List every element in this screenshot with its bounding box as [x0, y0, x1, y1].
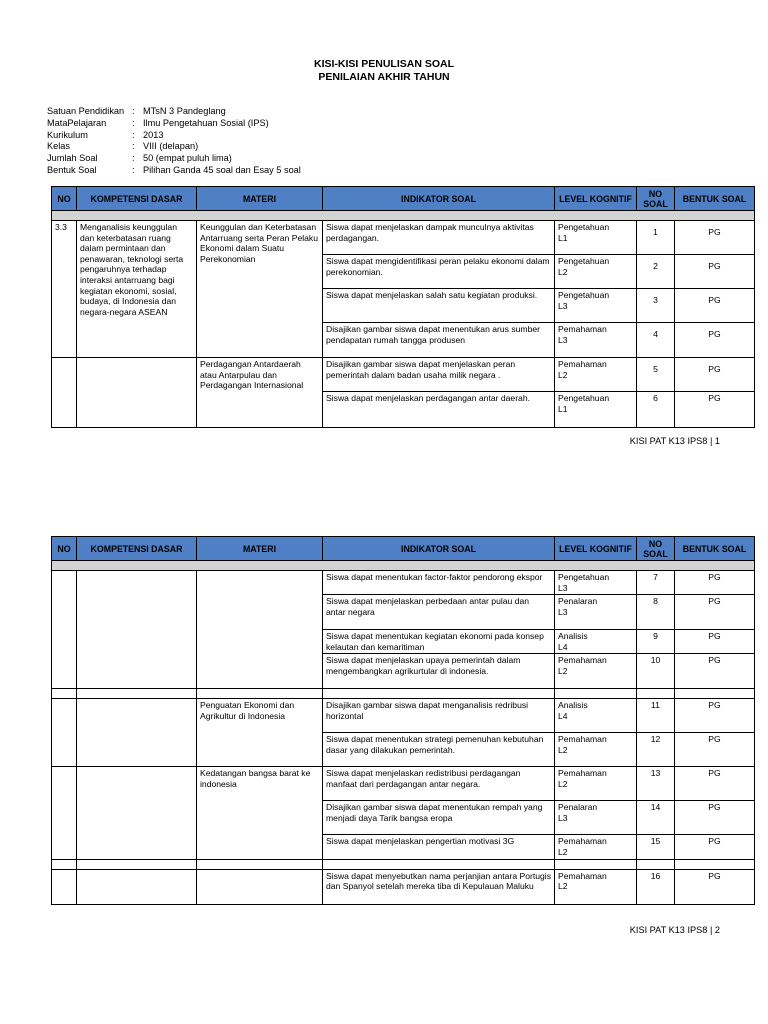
meta-label: Jumlah Soal	[47, 153, 98, 164]
meta-row	[47, 153, 301, 165]
meta-separator: :	[132, 153, 135, 164]
bentuk-soal-cell: PG	[675, 699, 755, 733]
header-no: NO	[52, 537, 77, 561]
header-level-kognitif: LEVEL KOGNITIF	[555, 187, 637, 211]
table-row	[52, 699, 755, 733]
no-soal-cell: 4	[637, 323, 675, 358]
meta-row	[47, 118, 301, 130]
table-header-row	[52, 187, 755, 211]
no-soal-cell: 6	[637, 392, 675, 428]
level-cell: Pemahaman L2	[555, 358, 637, 392]
header-materi: MATERI	[197, 187, 323, 211]
level-cell: Analisis L4	[555, 630, 637, 654]
no-soal-cell: 5	[637, 358, 675, 392]
no-soal-cell: 14	[637, 801, 675, 835]
table-row	[52, 767, 755, 801]
level-cell: Pengetahuan L3	[555, 571, 637, 595]
no-soal-cell: 16	[637, 869, 675, 904]
no-soal-cell: 7	[637, 571, 675, 595]
header-level-kognitif: LEVEL KOGNITIF	[555, 537, 637, 561]
meta-separator: :	[132, 117, 135, 128]
meta-value: 50 (empat puluh lima)	[143, 153, 232, 164]
level-cell: Pemahaman L2	[555, 654, 637, 689]
level-cell: Penalaran L3	[555, 801, 637, 835]
indikator-cell: Siswa dapat menjelaskan pengertian motivasi 3G	[323, 835, 555, 859]
header-indikator-soal: INDIKATOR SOAL	[323, 537, 555, 561]
meta-label: Kurikulum	[47, 129, 88, 140]
document-subtitle: PENILAIAN AKHIR TAHUN	[318, 71, 450, 83]
meta-separator: :	[132, 129, 135, 140]
page-footer-1: KISI PAT K13 IPS8 | 1	[629, 436, 720, 446]
indikator-cell: Siswa dapat menjelaskan upaya pemerintah dalam mengembangkan agrikurtular di indonesia.	[323, 654, 555, 689]
bentuk-soal-cell: PG	[675, 571, 755, 595]
bentuk-soal-cell: PG	[675, 595, 755, 630]
meta-value: Ilmu Pengetahuan Sosial (IPS)	[143, 117, 269, 128]
meta-value: Pilihan Ganda 45 soal dan Esay 5 soal	[143, 164, 301, 175]
header-materi: MATERI	[197, 537, 323, 561]
meta-label: Bentuk Soal	[47, 164, 97, 175]
kisi-table-page-1	[51, 186, 755, 428]
materi-cell: Perdagangan Antardaerah atau Antarpulau dan Perdagangan Internasional	[197, 358, 323, 428]
table-row	[52, 221, 755, 255]
header-bentuk-soal: BENTUK SOAL	[675, 187, 755, 211]
header-no-soal: NO SOAL	[637, 537, 675, 561]
meta-row	[47, 106, 301, 118]
indikator-cell: Siswa dapat menjelaskan perdagangan antar daerah.	[323, 392, 555, 428]
kd-number: 3.3	[52, 221, 77, 358]
level-cell: Analisis L4	[555, 699, 637, 733]
level-cell: Pemahaman L2	[555, 733, 637, 767]
bentuk-soal-cell: PG	[675, 733, 755, 767]
meta-row	[47, 141, 301, 153]
bentuk-soal-cell: PG	[675, 221, 755, 255]
shaded-band-row	[52, 561, 755, 571]
spacer-row	[52, 689, 755, 699]
indikator-cell: Siswa dapat menentukan factor-faktor pendorong ekspor	[323, 571, 555, 595]
no-soal-cell: 12	[637, 733, 675, 767]
no-soal-cell: 15	[637, 835, 675, 859]
meta-label: Kelas	[47, 141, 70, 152]
no-soal-cell: 13	[637, 767, 675, 801]
bentuk-soal-cell: PG	[675, 801, 755, 835]
meta-separator: :	[132, 106, 135, 116]
meta-row	[47, 165, 301, 177]
level-cell: Pengetahuan L2	[555, 255, 637, 289]
indikator-cell: Siswa dapat menjelaskan perbedaan antar pulau dan antar negara	[323, 595, 555, 630]
materi-cell: Keunggulan dan Keterbatasan Antarruang serta Peran Pelaku Ekonomi dalam Suatu Perekonomian	[197, 221, 323, 358]
header-kompetensi-dasar: KOMPETENSI DASAR	[77, 537, 197, 561]
level-cell: Penalaran L3	[555, 595, 637, 630]
bentuk-soal-cell: PG	[675, 323, 755, 358]
header-kompetensi-dasar: KOMPETENSI DASAR	[77, 187, 197, 211]
level-cell: Pemahaman L2	[555, 835, 637, 859]
level-cell: Pengetahuan L1	[555, 221, 637, 255]
indikator-cell: Siswa dapat menentukan kegiatan ekonomi pada konsep kelautan dan kemaritiman	[323, 630, 555, 654]
no-soal-cell: 8	[637, 595, 675, 630]
kd-text: Menganalisis keunggulan dan keterbatasan ruang dalam permintaan dan penawaran, teknologi serta pengaruhnya terhadap interaksi antarruang bagi kegiatan ekonomi, sosial, budaya, di Indonesia dan negara-negara ASEAN	[77, 221, 197, 358]
meta-value: VIII (delapan)	[143, 141, 199, 152]
no-soal-cell: 1	[637, 221, 675, 255]
indikator-cell: Siswa dapat menentukan strategi pemenuhan kebutuhan dasar yang dilakukan pemerintah.	[323, 733, 555, 767]
kisi-table-page-2	[51, 536, 755, 905]
bentuk-soal-cell: PG	[675, 255, 755, 289]
bentuk-soal-cell: PG	[675, 289, 755, 323]
level-cell: Pemahaman L3	[555, 323, 637, 358]
indikator-cell: Siswa dapat mengidentifikasi peran pelaku ekonomi dalam perekonomian.	[323, 255, 555, 289]
indikator-cell: Siswa dapat menjelaskan redistribusi perdagangan manfaat dari perdagangan antar negara.	[323, 767, 555, 801]
table-row	[52, 869, 755, 904]
meta-separator: :	[132, 141, 135, 152]
bentuk-soal-cell: PG	[675, 630, 755, 654]
no-soal-cell: 11	[637, 699, 675, 733]
meta-value: MTsN 3 Pandeglang	[143, 106, 226, 116]
bentuk-soal-cell: PG	[675, 767, 755, 801]
level-cell: Pengetahuan L3	[555, 289, 637, 323]
header-no-soal: NO SOAL	[637, 187, 675, 211]
meta-row	[47, 130, 301, 142]
indikator-cell: Disajikan gambar siswa dapat menganalisis redribusi horizontal	[323, 699, 555, 733]
indikator-cell: Siswa dapat menyebutkan nama perjanjian antara Portugis dan Spanyol setelah mereka tiba di Kepulauan Maluku	[323, 869, 555, 904]
bentuk-soal-cell: PG	[675, 869, 755, 904]
no-soal-cell: 2	[637, 255, 675, 289]
level-cell: Pemahaman L2	[555, 869, 637, 904]
spacer-row	[52, 859, 755, 869]
indikator-cell: Disajikan gambar siswa dapat menentukan arus sumber pendapatan rumah tangga produsen	[323, 323, 555, 358]
indikator-cell: Siswa dapat menjelaskan dampak munculnya aktivitas perdagangan.	[323, 221, 555, 255]
materi-cell: Penguatan Ekonomi dan Agrikultur di Indonesia	[197, 699, 323, 767]
meta-separator: :	[132, 164, 135, 175]
bentuk-soal-cell: PG	[675, 392, 755, 428]
table-header-row	[52, 537, 755, 561]
level-cell: Pengetahuan L1	[555, 392, 637, 428]
level-cell: Pemahaman L2	[555, 767, 637, 801]
document-title: KISI-KISI PENULISAN SOAL	[313, 58, 454, 70]
bentuk-soal-cell: PG	[675, 654, 755, 689]
indikator-cell: Disajikan gambar siswa dapat menjelaskan peran pemerintah dalam badan usaha milik negara .	[323, 358, 555, 392]
header-bentuk-soal: BENTUK SOAL	[675, 537, 755, 561]
shaded-band-row	[52, 211, 755, 221]
indikator-cell: Disajikan gambar siswa dapat menentukan rempah yang menjadi daya Tarik bangsa eropa	[323, 801, 555, 835]
indikator-cell: Siswa dapat menjelaskan salah satu kegiatan produksi.	[323, 289, 555, 323]
header-indikator-soal: INDIKATOR SOAL	[323, 187, 555, 211]
meta-label: MataPelajaran	[47, 117, 107, 128]
header-no: NO	[52, 187, 77, 211]
bentuk-soal-cell: PG	[675, 358, 755, 392]
meta-value: 2013	[143, 129, 164, 140]
no-soal-cell: 3	[637, 289, 675, 323]
materi-cell: Kedatangan bangsa barat ke indonesia	[197, 767, 323, 859]
page-footer-2: KISI PAT K13 IPS8 | 2	[629, 925, 720, 935]
identity-block	[47, 106, 301, 177]
no-soal-cell: 10	[637, 654, 675, 689]
table-row	[52, 358, 755, 392]
table-row	[52, 571, 755, 595]
bentuk-soal-cell: PG	[675, 835, 755, 859]
no-soal-cell: 9	[637, 630, 675, 654]
meta-label: Satuan Pendidikan	[47, 106, 125, 116]
